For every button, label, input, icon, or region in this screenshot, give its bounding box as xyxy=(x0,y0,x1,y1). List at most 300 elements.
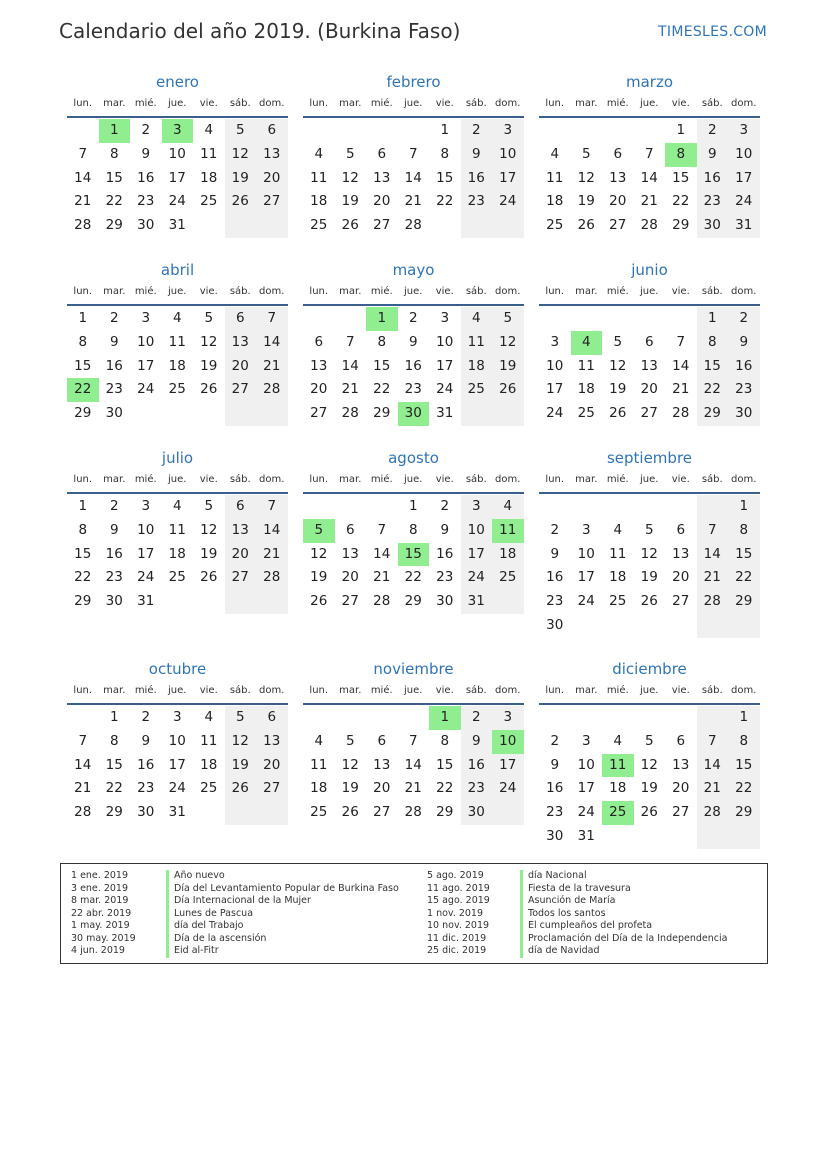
day-cell: 26 xyxy=(640,593,658,610)
day-cell: 2 xyxy=(109,310,119,326)
day-cell: 25 xyxy=(168,381,186,398)
holiday-day: 3 xyxy=(162,119,194,143)
holiday-day: 1 xyxy=(99,119,131,143)
weekday-label: mar. xyxy=(103,286,126,297)
day-cell: 8 xyxy=(440,732,450,749)
day-cell: 18 xyxy=(492,543,524,567)
day-cell: 26 xyxy=(225,777,257,801)
day-cell: 10 xyxy=(546,357,564,374)
day-cell: 27 xyxy=(225,566,257,590)
month-name: enero xyxy=(156,73,199,91)
month-name: agosto xyxy=(388,449,439,467)
day-cell: 4 xyxy=(550,145,560,162)
holiday-day: 4 xyxy=(571,331,603,355)
holiday-date: 8 mar. 2019 xyxy=(71,895,129,906)
month-marzo xyxy=(539,70,760,258)
weekday-label: mié. xyxy=(134,474,157,485)
empty-cell xyxy=(225,214,257,238)
day-cell: 8 xyxy=(78,333,88,350)
day-cell: 3 xyxy=(461,495,493,519)
day-cell: 18 xyxy=(546,193,564,210)
weekday-header xyxy=(539,282,760,306)
day-cell: 14 xyxy=(697,543,729,567)
day-cell: 10 xyxy=(168,732,186,749)
day-cell: 15 xyxy=(728,754,760,778)
day-cell: 16 xyxy=(436,545,454,562)
day-cell: 12 xyxy=(341,169,359,186)
day-cell: 15 xyxy=(373,357,391,374)
day-cell: 5 xyxy=(345,145,355,162)
day-cell: 20 xyxy=(373,193,391,210)
empty-cell xyxy=(225,801,257,825)
day-cell: 23 xyxy=(105,569,123,586)
day-cell: 5 xyxy=(225,119,257,143)
weekday-label: jue. xyxy=(404,685,423,696)
weekday-label: sáb. xyxy=(229,474,251,485)
weekday-label: lun. xyxy=(73,286,93,297)
day-cell: 18 xyxy=(609,780,627,797)
day-cell: 21 xyxy=(341,381,359,398)
weekday-label: mié. xyxy=(606,685,629,696)
empty-cell xyxy=(398,706,430,730)
day-cell: 20 xyxy=(310,381,328,398)
day-cell: 14 xyxy=(341,357,359,374)
empty-cell xyxy=(602,495,634,519)
empty-cell xyxy=(665,495,697,519)
day-cell: 31 xyxy=(461,590,493,614)
day-cell: 22 xyxy=(728,777,760,801)
month-enero xyxy=(67,70,288,258)
day-cell: 22 xyxy=(728,566,760,590)
day-cell: 12 xyxy=(341,756,359,773)
empty-cell xyxy=(634,706,666,730)
day-cell: 17 xyxy=(168,756,186,773)
day-cell: 9 xyxy=(550,545,560,562)
day-cell: 30 xyxy=(546,616,564,633)
day-cell: 18 xyxy=(609,569,627,586)
day-cell: 3 xyxy=(581,732,591,749)
holiday-date: 15 ago. 2019 xyxy=(427,895,490,906)
day-cell: 2 xyxy=(461,119,493,143)
day-cell: 3 xyxy=(141,498,151,514)
weekday-label: jue. xyxy=(404,286,423,297)
day-cell: 8 xyxy=(440,145,450,162)
day-cell: 26 xyxy=(200,381,218,398)
weekday-label: mar. xyxy=(103,98,126,109)
days-grid xyxy=(303,495,524,614)
day-cell: 1 xyxy=(697,307,729,331)
day-cell: 2 xyxy=(440,498,450,514)
day-cell: 31 xyxy=(137,593,155,610)
day-cell: 1 xyxy=(728,495,760,519)
month-name: mayo xyxy=(392,261,435,279)
weekday-label: dom. xyxy=(495,474,521,485)
day-cell: 10 xyxy=(137,521,155,538)
day-cell: 28 xyxy=(697,801,729,825)
day-cell: 2 xyxy=(408,310,418,326)
weekday-label: mié. xyxy=(370,474,393,485)
day-cell: 16 xyxy=(105,545,123,562)
day-cell: 16 xyxy=(728,355,760,379)
day-cell: 27 xyxy=(341,593,359,610)
day-cell: 6 xyxy=(345,521,355,538)
empty-cell xyxy=(256,801,288,825)
days-grid xyxy=(67,307,288,426)
day-cell: 1 xyxy=(109,709,119,725)
day-cell: 2 xyxy=(141,709,151,725)
day-cell: 21 xyxy=(74,193,92,210)
weekday-label: mar. xyxy=(339,685,362,696)
holiday-date: 11 ago. 2019 xyxy=(427,882,490,894)
month-name: febrero xyxy=(386,73,441,91)
day-cell: 24 xyxy=(577,593,595,610)
day-cell: 8 xyxy=(697,331,729,355)
weekday-header xyxy=(67,94,288,118)
day-cell: 23 xyxy=(546,593,564,610)
weekday-label: jue. xyxy=(168,286,187,297)
day-cell: 16 xyxy=(137,756,155,773)
day-cell: 2 xyxy=(550,521,560,538)
holiday-name: día Nacional xyxy=(528,870,587,881)
day-cell: 17 xyxy=(546,381,564,398)
day-cell: 7 xyxy=(676,333,686,350)
day-cell: 27 xyxy=(373,804,391,821)
month-name: diciembre xyxy=(612,660,687,678)
day-cell: 23 xyxy=(137,780,155,797)
days-grid xyxy=(539,495,760,638)
day-cell: 22 xyxy=(404,569,422,586)
day-cell: 9 xyxy=(461,730,493,754)
days-grid xyxy=(303,706,524,825)
day-cell: 29 xyxy=(697,402,729,426)
day-cell: 21 xyxy=(373,569,391,586)
weekday-label: dom. xyxy=(495,98,521,109)
day-cell: 16 xyxy=(461,167,493,191)
days-grid xyxy=(67,119,288,238)
day-cell: 3 xyxy=(728,119,760,143)
day-cell: 31 xyxy=(436,405,454,422)
day-cell: 20 xyxy=(373,780,391,797)
day-cell: 21 xyxy=(640,193,658,210)
weekday-label: sáb. xyxy=(465,685,487,696)
empty-cell xyxy=(335,706,367,730)
day-cell: 24 xyxy=(492,190,524,214)
day-cell: 12 xyxy=(640,545,658,562)
empty-cell xyxy=(335,119,367,143)
day-cell: 12 xyxy=(577,169,595,186)
day-cell: 31 xyxy=(577,827,595,844)
holiday-name: Proclamación del Día de la Independencia xyxy=(528,932,728,944)
day-cell: 15 xyxy=(105,169,123,186)
day-cell: 19 xyxy=(577,193,595,210)
empty-cell xyxy=(539,495,571,519)
day-cell: 17 xyxy=(436,357,454,374)
weekday-label: mar. xyxy=(575,474,598,485)
day-cell: 10 xyxy=(168,145,186,162)
day-cell: 8 xyxy=(109,145,119,162)
weekday-label: sáb. xyxy=(701,685,723,696)
weekday-label: sáb. xyxy=(465,474,487,485)
day-cell: 29 xyxy=(105,217,123,234)
empty-cell xyxy=(602,825,634,849)
day-cell: 14 xyxy=(404,756,422,773)
empty-cell xyxy=(634,307,666,331)
day-cell: 5 xyxy=(225,706,257,730)
day-cell: 14 xyxy=(256,331,288,355)
weekday-label: vie. xyxy=(671,286,690,297)
day-cell: 4 xyxy=(492,495,524,519)
day-cell: 9 xyxy=(109,333,119,350)
day-cell: 21 xyxy=(697,566,729,590)
day-cell: 28 xyxy=(672,405,690,422)
weekday-label: lun. xyxy=(309,474,329,485)
day-cell: 15 xyxy=(697,355,729,379)
day-cell: 19 xyxy=(640,780,658,797)
weekday-label: dom. xyxy=(259,98,285,109)
holiday-name: Día del Levantamiento Popular de Burkina Faso xyxy=(174,882,399,894)
empty-cell xyxy=(697,825,729,849)
day-cell: 20 xyxy=(225,543,257,567)
weekday-label: dom. xyxy=(495,286,521,297)
day-cell: 12 xyxy=(609,357,627,374)
day-cell: 8 xyxy=(109,732,119,749)
day-cell: 1 xyxy=(408,498,418,514)
day-cell: 13 xyxy=(256,730,288,754)
day-cell: 6 xyxy=(613,145,623,162)
day-cell: 9 xyxy=(440,521,450,538)
weekday-label: mié. xyxy=(370,685,393,696)
day-cell: 13 xyxy=(341,545,359,562)
empty-cell xyxy=(225,402,257,426)
weekday-label: mar. xyxy=(575,286,598,297)
weekday-label: vie. xyxy=(671,685,690,696)
month-octubre xyxy=(67,657,288,868)
day-cell: 7 xyxy=(697,519,729,543)
day-cell: 18 xyxy=(200,756,218,773)
day-cell: 3 xyxy=(172,709,182,725)
day-cell: 18 xyxy=(168,545,186,562)
day-cell: 6 xyxy=(676,521,686,538)
empty-cell xyxy=(492,402,524,426)
day-cell: 17 xyxy=(728,167,760,191)
day-cell: 31 xyxy=(168,804,186,821)
holiday-date: 4 jun. 2019 xyxy=(71,945,125,956)
day-cell: 10 xyxy=(577,756,595,773)
day-cell: 1 xyxy=(78,498,88,514)
day-cell: 30 xyxy=(105,405,123,422)
day-cell: 6 xyxy=(377,145,387,162)
day-cell: 13 xyxy=(672,756,690,773)
weekday-label: jue. xyxy=(168,685,187,696)
weekday-label: lun. xyxy=(545,474,565,485)
day-cell: 7 xyxy=(408,732,418,749)
day-cell: 1 xyxy=(728,706,760,730)
weekday-label: mié. xyxy=(134,685,157,696)
weekday-label: mié. xyxy=(134,286,157,297)
day-cell: 24 xyxy=(492,777,524,801)
day-cell: 19 xyxy=(492,355,524,379)
day-cell: 29 xyxy=(74,593,92,610)
legend-names xyxy=(528,870,727,958)
day-cell: 3 xyxy=(581,521,591,538)
weekday-label: mar. xyxy=(575,685,598,696)
days-grid xyxy=(539,307,760,426)
weekday-label: sáb. xyxy=(701,286,723,297)
day-cell: 7 xyxy=(78,732,88,749)
weekday-label: lun. xyxy=(309,685,329,696)
empty-cell xyxy=(193,801,225,825)
day-cell: 9 xyxy=(697,143,729,167)
empty-cell xyxy=(492,801,524,825)
day-cell: 4 xyxy=(172,310,182,326)
day-cell: 17 xyxy=(492,167,524,191)
day-cell: 16 xyxy=(546,569,564,586)
weekday-label: dom. xyxy=(731,474,757,485)
day-cell: 25 xyxy=(609,593,627,610)
day-cell: 25 xyxy=(200,193,218,210)
holiday-day: 1 xyxy=(366,307,398,331)
day-cell: 29 xyxy=(728,801,760,825)
day-cell: 13 xyxy=(373,756,391,773)
day-cell: 20 xyxy=(225,355,257,379)
day-cell: 15 xyxy=(728,543,760,567)
day-cell: 21 xyxy=(697,777,729,801)
day-cell: 24 xyxy=(137,381,155,398)
weekday-label: jue. xyxy=(640,98,659,109)
day-cell: 2 xyxy=(141,122,151,138)
day-cell: 25 xyxy=(546,217,564,234)
day-cell: 10 xyxy=(577,545,595,562)
empty-cell xyxy=(303,307,335,331)
day-cell: 17 xyxy=(168,169,186,186)
day-cell: 23 xyxy=(137,193,155,210)
day-cell: 26 xyxy=(200,569,218,586)
empty-cell xyxy=(193,590,225,614)
weekday-header xyxy=(303,470,524,494)
day-cell: 15 xyxy=(436,756,454,773)
empty-cell xyxy=(539,307,571,331)
empty-cell xyxy=(634,119,666,143)
days-grid xyxy=(303,307,524,426)
day-cell: 9 xyxy=(550,756,560,773)
day-cell: 13 xyxy=(225,331,257,355)
holiday-day: 11 xyxy=(602,754,634,778)
day-cell: 26 xyxy=(310,593,328,610)
empty-cell xyxy=(335,307,367,331)
holiday-date: 30 may. 2019 xyxy=(71,932,136,944)
day-cell: 4 xyxy=(172,498,182,514)
day-cell: 19 xyxy=(200,357,218,374)
day-cell: 22 xyxy=(373,381,391,398)
day-cell: 18 xyxy=(168,357,186,374)
day-cell: 7 xyxy=(697,730,729,754)
day-cell: 4 xyxy=(613,732,623,749)
days-grid xyxy=(539,119,760,238)
day-cell: 7 xyxy=(377,521,387,538)
day-cell: 21 xyxy=(404,780,422,797)
day-cell: 25 xyxy=(492,566,524,590)
weekday-label: jue. xyxy=(168,98,187,109)
day-cell: 16 xyxy=(461,754,493,778)
month-name: noviembre xyxy=(373,660,454,678)
empty-cell xyxy=(225,590,257,614)
empty-cell xyxy=(697,614,729,638)
weekday-header xyxy=(303,282,524,306)
day-cell: 23 xyxy=(546,804,564,821)
day-cell: 7 xyxy=(345,333,355,350)
page-title: Calendario del año 2019. (Burkina Faso) xyxy=(59,19,461,43)
holiday-date: 22 abr. 2019 xyxy=(71,907,132,919)
day-cell: 14 xyxy=(74,169,92,186)
weekday-label: vie. xyxy=(671,474,690,485)
day-cell: 26 xyxy=(341,217,359,234)
empty-cell xyxy=(634,825,666,849)
day-cell: 25 xyxy=(310,217,328,234)
day-cell: 12 xyxy=(310,545,328,562)
day-cell: 6 xyxy=(377,732,387,749)
day-cell: 11 xyxy=(310,756,328,773)
holiday-date: 1 ene. 2019 xyxy=(71,870,128,881)
day-cell: 28 xyxy=(404,804,422,821)
weekday-label: vie. xyxy=(199,286,218,297)
month-name: julio xyxy=(161,449,194,467)
empty-cell xyxy=(665,825,697,849)
weekday-label: lun. xyxy=(545,98,565,109)
day-cell: 19 xyxy=(310,569,328,586)
day-cell: 7 xyxy=(78,145,88,162)
day-cell: 9 xyxy=(461,143,493,167)
day-cell: 15 xyxy=(436,169,454,186)
day-cell: 11 xyxy=(168,333,186,350)
day-cell: 30 xyxy=(728,402,760,426)
day-cell: 3 xyxy=(141,310,151,326)
day-cell: 26 xyxy=(609,405,627,422)
day-cell: 1 xyxy=(676,122,686,138)
day-cell: 4 xyxy=(314,732,324,749)
month-abril xyxy=(67,258,288,446)
empty-cell xyxy=(256,214,288,238)
day-cell: 8 xyxy=(728,730,760,754)
empty-cell xyxy=(335,495,367,519)
day-cell: 13 xyxy=(640,357,658,374)
days-grid xyxy=(67,495,288,614)
day-cell: 11 xyxy=(200,732,218,749)
day-cell: 2 xyxy=(550,732,560,749)
day-cell: 27 xyxy=(672,804,690,821)
weekday-label: sáb. xyxy=(229,685,251,696)
day-cell: 9 xyxy=(408,333,418,350)
day-cell: 14 xyxy=(373,545,391,562)
empty-cell xyxy=(429,214,461,238)
empty-cell xyxy=(303,119,335,143)
weekday-header xyxy=(67,681,288,705)
day-cell: 19 xyxy=(609,381,627,398)
weekday-label: jue. xyxy=(404,98,423,109)
brand-logo-text[interactable]: TIMESLES.COM xyxy=(658,24,767,40)
weekday-label: vie. xyxy=(435,474,454,485)
empty-cell xyxy=(130,402,162,426)
day-cell: 3 xyxy=(440,310,450,326)
empty-cell xyxy=(366,495,398,519)
holiday-day: 10 xyxy=(492,730,524,754)
day-cell: 6 xyxy=(225,495,257,519)
day-cell: 23 xyxy=(697,190,729,214)
day-cell: 5 xyxy=(644,732,654,749)
day-cell: 26 xyxy=(341,804,359,821)
day-cell: 14 xyxy=(640,169,658,186)
day-cell: 29 xyxy=(105,804,123,821)
weekday-label: lun. xyxy=(309,98,329,109)
